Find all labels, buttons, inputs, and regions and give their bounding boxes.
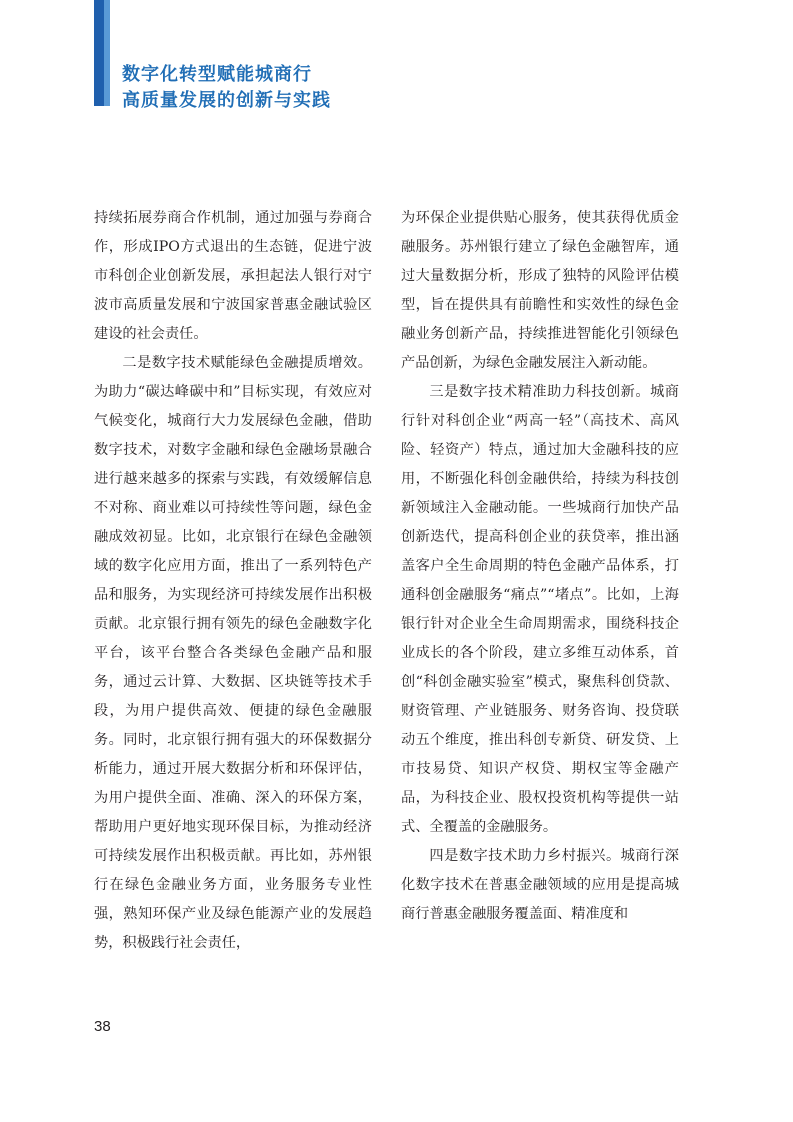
paragraph: 为环保企业提供贴心服务，使其获得优质金融服务。苏州银行建立了绿色金融智库，通过大量数据分析，形成了独特的风险评估模型，旨在提供具有前瞻性和实效性的绿色金融业务创新产品，持续推进智能化引领绿色产品创新，为绿色金融发展注入新动能。 <box>401 210 679 371</box>
header-accent-bar-light <box>104 0 110 106</box>
paragraph: 三是数字技术精准助力科技创新。城商行针对科创企业“两高一轻”（高技术、高风险、轻资产）特点，通过加大金融科技的应用，不断强化科创金融供给，持续为科技创新领域注入金融动能。一些城商行加快产品创新迭代，提高科创企业的获贷率，推出涵盖客户全生命周期的特色金融产品体系，打通科创金融服务“痛点”“堵点”。比如，上海银行针对企业全生命周期需求，围绕科技企业成长的各个阶段，建立多维互动体系，首创“科创金融实验室”模式，聚焦科创贷款、财资管理、产业链服务、财务咨询、投贷联动五个维度，推出科创专新贷、研发贷、上市技易贷、知识产权贷、期权宝等金融产品，为科技企业、股权投资机构等提供一站式、全覆盖的金融服务。 <box>401 384 679 835</box>
paragraph: 持续拓展券商合作机制，通过加强与券商合作，形成IPO方式退出的生态链，促进宁波市科创企业创新发展，承担起法人银行对宁波市高质量发展和宁波国家普惠金融试验区建设的社会责任。 <box>94 210 372 342</box>
page-number: 38 <box>94 1018 111 1035</box>
left-column <box>94 204 372 958</box>
right-column <box>401 204 679 929</box>
paragraph: 二是数字技术赋能绿色金融提质增效。为助力“碳达峰碳中和”目标实现，有效应对气候变化，城商行大力发展绿色金融，借助数字技术，对数字金融和绿色金融场景融合进行越来越多的探索与实践，有效缓解信息不对称、商业难以可持续性等问题，绿色金融成效初显。比如，北京银行在绿色金融领域的数字化应用方面，推出了一系列特色产品和服务，为实现经济可持续发展作出积极贡献。北京银行拥有领先的绿色金融数字化平台，该平台整合各类绿色金融产品和服务，通过云计算、大数据、区块链等技术手段，为用户提供高效、便捷的绿色金融服务。同时，北京银行拥有强大的环保数据分析能力，通过开展大数据分析和环保评估，为用户提供全面、准确、深入的环保方案，帮助用户更好地实现环保目标，为推动经济可持续发展作出积极贡献。再比如，苏州银行在绿色金融业务方面，业务服务专业性强，熟知环保产业及绿色能源产业的发展趋势，积极践行社会责任， <box>94 355 372 951</box>
header-accent-bar <box>94 0 104 106</box>
header-title-line1: 数字化转型赋能城商行 <box>122 64 312 85</box>
header-title-line2: 高质量发展的创新与实践 <box>122 90 331 111</box>
running-header <box>122 62 331 114</box>
paragraph: 四是数字技术助力乡村振兴。城商行深化数字技术在普惠金融领域的应用是提高城商行普惠金融服务覆盖面、精准度和 <box>401 848 679 922</box>
